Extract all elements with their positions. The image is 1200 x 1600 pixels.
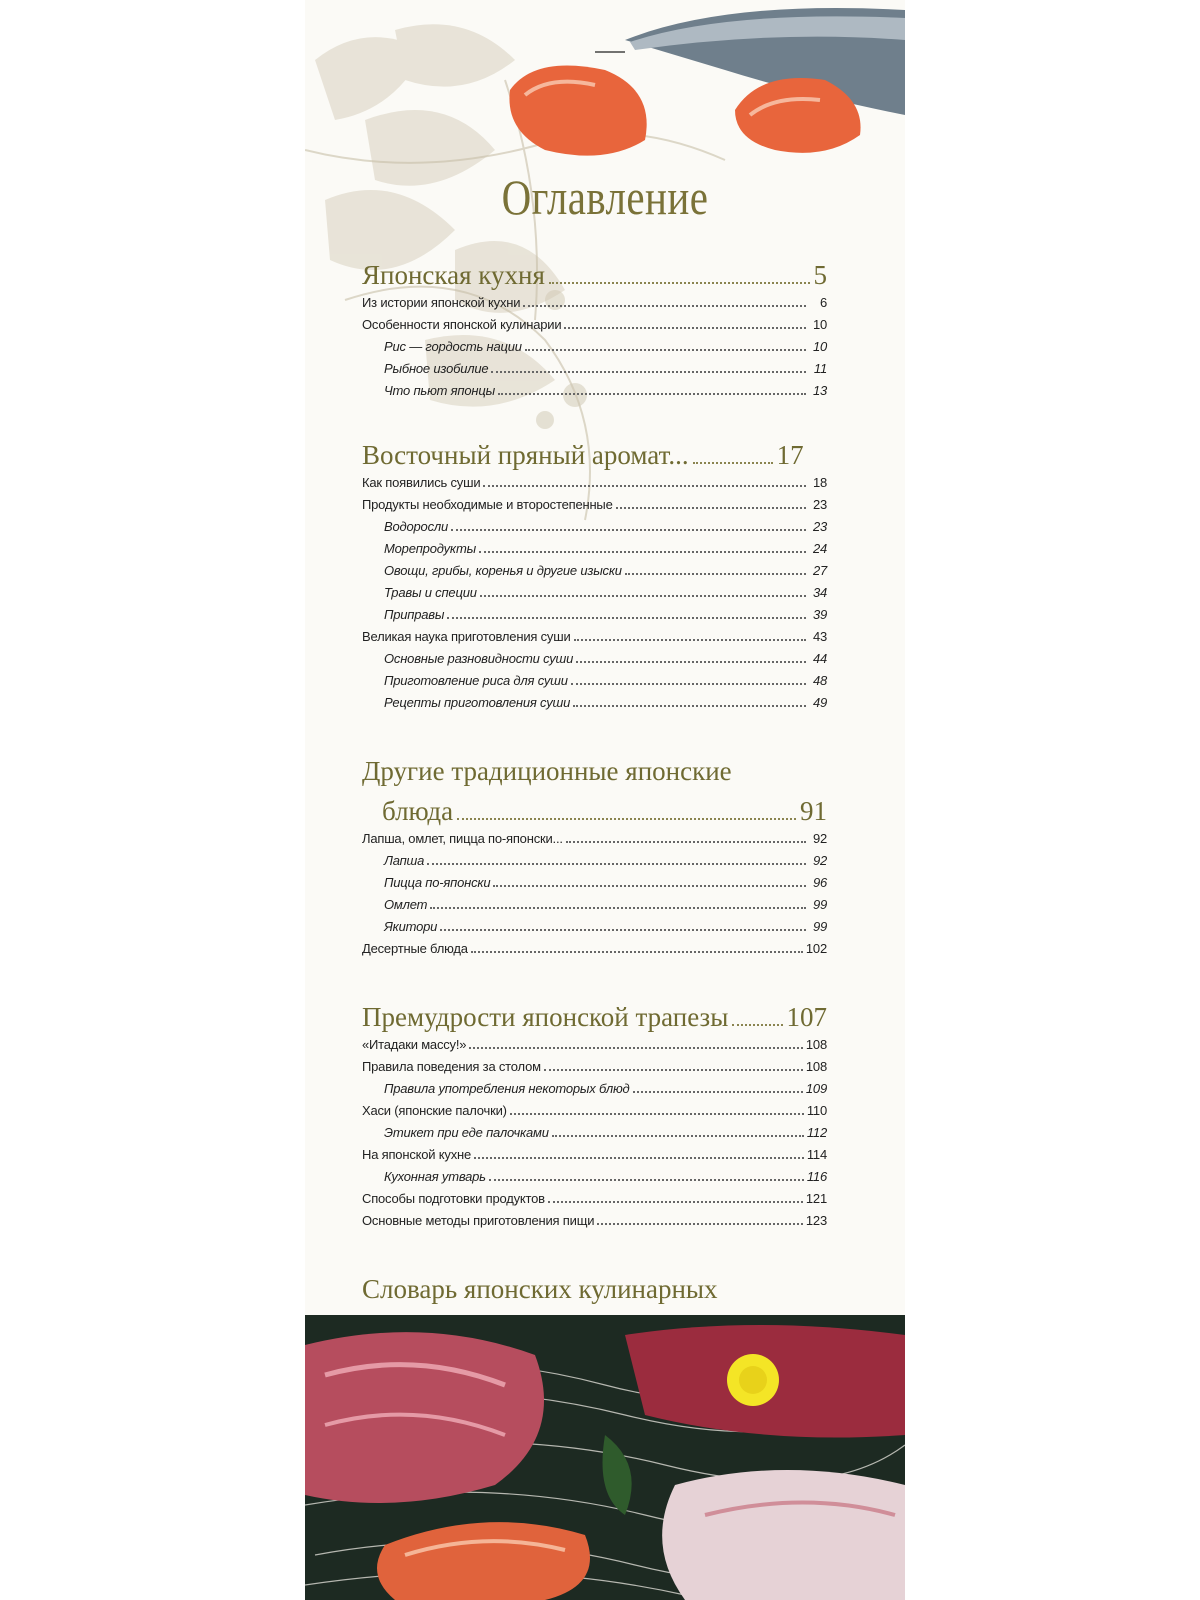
toc-subentry[interactable] (362, 872, 827, 894)
entry-label: Десертные блюда (362, 941, 468, 956)
leader-dots (633, 1091, 803, 1093)
toc-subentry[interactable] (362, 692, 827, 714)
toc-subentry[interactable] (362, 604, 827, 626)
entry-page: 10 (812, 339, 827, 354)
entry-page: 99 (812, 919, 827, 934)
entry-label: Продукты необходимые и второстепенные (362, 497, 613, 512)
entry-label: Рецепты приготовления суши (384, 695, 571, 710)
entry-label: Что пьют японцы (384, 383, 495, 398)
toc-subentry[interactable] (362, 850, 827, 872)
entry-label: Особенности японской кулинарии (362, 317, 562, 332)
section-heading[interactable] (362, 1000, 827, 1034)
entry-label: Правила употребления некоторых блюд (384, 1081, 630, 1096)
entry-label: Водоросли (384, 519, 449, 534)
table-of-contents (362, 258, 827, 1386)
toc-subentry[interactable] (362, 516, 827, 538)
leader-dots (480, 595, 806, 597)
leader-dots (471, 951, 803, 953)
entry-page: 10 (812, 317, 827, 332)
leader-dots (571, 683, 806, 685)
leader-dots (525, 349, 806, 351)
toc-subentry[interactable] (362, 380, 827, 402)
toc-entry[interactable] (362, 314, 827, 336)
entry-page: 102 (805, 941, 827, 956)
entry-label: Овощи, грибы, коренья и другие изыски (384, 563, 622, 578)
leader-dots (474, 1157, 804, 1159)
leader-dots (451, 529, 806, 531)
toc-subentry[interactable] (362, 358, 827, 380)
leader-dots (457, 818, 796, 820)
leader-dots (469, 1047, 803, 1049)
entry-label: Великая наука приготовления суши (362, 629, 571, 644)
entry-page: 110 (806, 1103, 827, 1118)
entry-page: 92 (812, 853, 827, 868)
section-title: Японская кухня (362, 260, 545, 290)
leader-dots (548, 1201, 803, 1203)
leader-dots (544, 1069, 803, 1071)
section-page: 5 (813, 260, 827, 290)
leader-dots (574, 639, 806, 641)
entry-page: 114 (806, 1147, 827, 1162)
entry-label: Приправы (384, 607, 445, 622)
leader-dots (498, 393, 806, 395)
entry-label: Пицца по-японски (384, 875, 491, 890)
entry-page: 108 (805, 1059, 827, 1074)
section-title-line1: Словарь японских кулинарных (362, 1274, 718, 1304)
entry-label: Хаси (японские палочки) (362, 1103, 507, 1118)
leader-dots (491, 371, 806, 373)
entry-label: Кухонная утварь (384, 1169, 486, 1184)
leader-dots (430, 907, 806, 909)
sashimi-photo (305, 1315, 905, 1600)
toc-subentry[interactable] (362, 1078, 827, 1100)
entry-label: «Итадаки массу!» (362, 1037, 467, 1052)
toc-entry[interactable] (362, 828, 827, 850)
entry-label: Рыбное изобилие (384, 361, 489, 376)
toc-subentry[interactable] (362, 670, 827, 692)
entry-page: 116 (806, 1169, 827, 1184)
entry-page: 92 (812, 831, 827, 846)
entry-label: Основные методы приготовления пищи (362, 1213, 595, 1228)
toc-subentry[interactable] (362, 648, 827, 670)
toc-entry[interactable] (362, 494, 827, 516)
entry-page: 121 (805, 1191, 827, 1206)
toc-entry[interactable] (362, 1034, 827, 1056)
section-title-line1: Другие традиционные японские (362, 756, 732, 786)
entry-label: Как появились суши (362, 475, 481, 490)
entry-page: 39 (812, 607, 827, 622)
entry-label: Рис — гордость нации (384, 339, 522, 354)
toc-entry[interactable] (362, 1100, 827, 1122)
leader-dots (576, 661, 806, 663)
section-page: 107 (786, 1002, 827, 1032)
leader-dots (483, 485, 806, 487)
entry-label: Способы подготовки продуктов (362, 1191, 545, 1206)
entry-page: 112 (806, 1125, 827, 1140)
entry-page: 44 (812, 651, 827, 666)
page-title: Оглавление (501, 169, 709, 225)
entry-page: 109 (805, 1081, 827, 1096)
leader-dots (440, 929, 806, 931)
entry-label: Травы и специи (384, 585, 477, 600)
leader-dots (523, 305, 806, 307)
entry-page: 23 (812, 519, 827, 534)
section-page: 17 (776, 440, 804, 470)
toc-entry[interactable] (362, 472, 827, 494)
toc-page (305, 0, 905, 1600)
toc-entry[interactable] (362, 938, 827, 960)
entry-page: 13 (812, 383, 827, 398)
leader-dots (566, 841, 806, 843)
entry-page: 48 (812, 673, 827, 688)
entry-page: 96 (812, 875, 827, 890)
leader-dots (597, 1223, 803, 1225)
toc-subentry[interactable] (362, 538, 827, 560)
toc-subentry[interactable] (362, 916, 827, 938)
entry-label: Лапша (384, 853, 425, 868)
entry-page: 24 (812, 541, 827, 556)
entry-page: 49 (812, 695, 827, 710)
section-heading[interactable] (362, 258, 827, 292)
section-title: Восточный пряный аромат... (362, 440, 689, 470)
entry-page: 11 (813, 361, 827, 376)
entry-page: 18 (812, 475, 827, 490)
leader-dots (564, 327, 806, 329)
leader-dots (573, 705, 806, 707)
toc-entry[interactable] (362, 626, 827, 648)
entry-label: Омлет (384, 897, 428, 912)
toc-subentry[interactable] (362, 336, 827, 358)
entry-label: Правила поведения за столом (362, 1059, 541, 1074)
toc-section (362, 258, 827, 402)
leader-dots (479, 551, 806, 553)
entry-label: Основные разновидности суши (384, 651, 574, 666)
leader-dots (447, 617, 806, 619)
leader-dots (693, 462, 773, 464)
leader-dots (549, 282, 810, 284)
leader-dots (732, 1024, 782, 1026)
section-heading[interactable] (362, 438, 827, 472)
toc-section (362, 438, 827, 714)
toc-subentry[interactable] (362, 1122, 827, 1144)
entry-label: Морепродукты (384, 541, 476, 556)
entry-label: Приготовление риса для суши (384, 673, 568, 688)
leader-dots (625, 573, 806, 575)
entry-page: 123 (805, 1213, 827, 1228)
toc-entry[interactable] (362, 1056, 827, 1078)
entry-page: 34 (812, 585, 827, 600)
entry-label: Лапша, омлет, пицца по-японски... (362, 831, 563, 846)
toc-subentry[interactable] (362, 894, 827, 916)
entry-page: 99 (812, 897, 827, 912)
section-title-line2: блюда (382, 796, 454, 826)
toc-subentry[interactable] (362, 560, 827, 582)
leader-dots (493, 885, 806, 887)
leader-dots (510, 1113, 804, 1115)
entry-page: 43 (812, 629, 827, 644)
entry-page: 27 (812, 563, 827, 578)
entry-label: Из истории японской кухни (362, 295, 521, 310)
leader-dots (427, 863, 806, 865)
section-title: Премудрости японской трапезы (362, 1002, 729, 1032)
entry-label: Этикет при еде палочками (384, 1125, 549, 1140)
entry-page: 23 (812, 497, 827, 512)
entry-page: 108 (805, 1037, 827, 1052)
toc-subentry[interactable] (362, 1166, 827, 1188)
leader-dots (552, 1135, 804, 1137)
entry-label: На японской кухне (362, 1147, 471, 1162)
toc-entry[interactable] (362, 1188, 827, 1210)
salmon-knife-illustration (305, 0, 905, 170)
toc-subentry[interactable] (362, 582, 827, 604)
section-heading[interactable] (362, 754, 827, 828)
toc-section (362, 1000, 827, 1232)
leader-dots (616, 507, 806, 509)
leader-dots (489, 1179, 804, 1181)
toc-section (362, 754, 827, 960)
toc-entry[interactable] (362, 1210, 827, 1232)
entry-page: 6 (819, 295, 827, 310)
toc-entry[interactable] (362, 1144, 827, 1166)
entry-label: Якитори (384, 919, 438, 934)
toc-entry[interactable] (362, 292, 827, 314)
section-page: 91 (800, 796, 827, 826)
